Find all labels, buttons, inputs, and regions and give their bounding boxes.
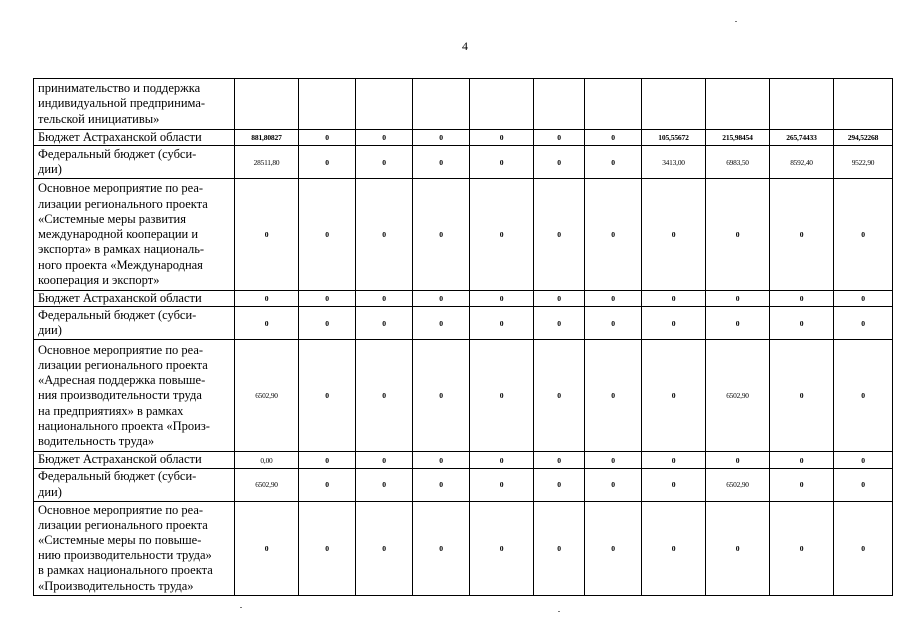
value-cell: 0 xyxy=(413,468,470,501)
value-cell: 0 xyxy=(834,468,893,501)
value-cell: 0 xyxy=(470,146,534,179)
row-label: Бюджет Астраханской области xyxy=(34,452,235,468)
row-measure-productivity xyxy=(34,340,893,452)
value-cell: 0 xyxy=(534,307,585,340)
value-cell: 0 xyxy=(470,340,534,452)
value-cell: 0 xyxy=(413,340,470,452)
value-cell: 0 xyxy=(356,468,413,501)
row-label: Бюджет Астраханской области xyxy=(34,130,235,146)
scan-speck xyxy=(240,607,242,608)
value-cell: 0 xyxy=(235,179,299,291)
value-cell: 0 xyxy=(299,307,356,340)
value-cell: 0 xyxy=(413,307,470,340)
value-cell: 0 xyxy=(834,340,893,452)
value-cell xyxy=(585,79,642,130)
value-cell: 0 xyxy=(770,501,834,595)
value-cell xyxy=(642,79,706,130)
value-cell: 0 xyxy=(585,501,642,595)
value-cell xyxy=(534,79,585,130)
value-cell: 0 xyxy=(470,452,534,468)
value-cell xyxy=(770,79,834,130)
value-cell xyxy=(299,79,356,130)
value-cell: 0 xyxy=(534,130,585,146)
value-cell: 6502,90 xyxy=(235,468,299,501)
value-cell: 0 xyxy=(299,501,356,595)
value-cell: 8592,40 xyxy=(770,146,834,179)
value-cell: 294,52268 xyxy=(834,130,893,146)
value-cell: 3413,00 xyxy=(642,146,706,179)
row-label: Основное мероприятие по реа- лизации регионального проекта «Системные меры развития международной кооперации и экспорта» в рамках националь- ного проекта «Международная кооперация и экспорт» xyxy=(34,179,235,291)
table-body xyxy=(34,79,893,596)
value-cell: 0 xyxy=(706,307,770,340)
value-cell: 0 xyxy=(642,501,706,595)
value-cell: 0 xyxy=(834,179,893,291)
value-cell: 0 xyxy=(299,179,356,291)
value-cell: 0 xyxy=(770,291,834,307)
value-cell: 0 xyxy=(356,179,413,291)
value-cell: 0 xyxy=(470,291,534,307)
value-cell: 0 xyxy=(299,468,356,501)
value-cell: 0 xyxy=(534,291,585,307)
value-cell: 0 xyxy=(413,179,470,291)
value-cell: 0 xyxy=(585,146,642,179)
value-cell xyxy=(356,79,413,130)
value-cell: 0 xyxy=(299,291,356,307)
row-measure-systemic xyxy=(34,501,893,595)
row-measure-export xyxy=(34,179,893,291)
row-federal-budget xyxy=(34,146,893,179)
value-cell: 881,80827 xyxy=(235,130,299,146)
value-cell: 0 xyxy=(834,452,893,468)
value-cell: 0 xyxy=(235,501,299,595)
value-cell: 0 xyxy=(470,130,534,146)
value-cell: 0 xyxy=(235,307,299,340)
row-federal-budget xyxy=(34,468,893,501)
value-cell: 0 xyxy=(299,452,356,468)
page-number: 4 xyxy=(462,39,468,53)
value-cell: 265,74433 xyxy=(770,130,834,146)
value-cell: 0 xyxy=(585,340,642,452)
value-cell: 0 xyxy=(470,468,534,501)
row-label: Федеральный бюджет (субси- дии) xyxy=(34,146,235,179)
value-cell: 0 xyxy=(706,291,770,307)
value-cell: 0 xyxy=(834,307,893,340)
value-cell: 0 xyxy=(534,501,585,595)
value-cell: 0 xyxy=(642,179,706,291)
row-regional-budget xyxy=(34,130,893,146)
value-cell: 0 xyxy=(534,146,585,179)
value-cell: 0 xyxy=(534,452,585,468)
value-cell: 0 xyxy=(470,179,534,291)
row-label: Основное мероприятие по реа- лизации регионального проекта «Системные меры по повыше- нию производительности труда» в рамках национального проекта «Производительность труда» xyxy=(34,501,235,595)
value-cell: 9522,90 xyxy=(834,146,893,179)
value-cell: 0 xyxy=(299,146,356,179)
value-cell: 0 xyxy=(534,468,585,501)
value-cell: 6502,90 xyxy=(706,340,770,452)
value-cell: 0 xyxy=(534,179,585,291)
value-cell: 6983,50 xyxy=(706,146,770,179)
value-cell: 0 xyxy=(642,291,706,307)
value-cell: 6502,90 xyxy=(706,468,770,501)
row-regional-budget xyxy=(34,291,893,307)
value-cell: 0 xyxy=(585,179,642,291)
row-label: принимательство и поддержка индивидуальной предпринима- тельской инициативы» xyxy=(34,79,235,130)
scan-speck xyxy=(735,21,737,22)
value-cell: 0 xyxy=(470,501,534,595)
value-cell: 0 xyxy=(834,501,893,595)
value-cell: 215,98454 xyxy=(706,130,770,146)
value-cell: 105,55672 xyxy=(642,130,706,146)
value-cell: 0 xyxy=(585,291,642,307)
value-cell: 0 xyxy=(770,468,834,501)
value-cell: 0 xyxy=(770,179,834,291)
value-cell: 0 xyxy=(770,340,834,452)
value-cell: 0 xyxy=(585,130,642,146)
value-cell: 0 xyxy=(356,130,413,146)
value-cell: 0 xyxy=(413,501,470,595)
value-cell: 0 xyxy=(356,146,413,179)
value-cell: 0 xyxy=(470,307,534,340)
value-cell: 0 xyxy=(534,340,585,452)
value-cell: 0 xyxy=(235,291,299,307)
value-cell xyxy=(834,79,893,130)
value-cell: 0 xyxy=(356,501,413,595)
value-cell: 0 xyxy=(299,130,356,146)
value-cell: 0 xyxy=(413,146,470,179)
value-cell: 0 xyxy=(770,307,834,340)
value-cell: 0 xyxy=(642,340,706,452)
value-cell xyxy=(470,79,534,130)
row-label: Федеральный бюджет (субси- дии) xyxy=(34,307,235,340)
row-label: Бюджет Астраханской области xyxy=(34,291,235,307)
value-cell: 0 xyxy=(642,468,706,501)
value-cell: 0 xyxy=(356,307,413,340)
value-cell: 0 xyxy=(356,340,413,452)
value-cell: 0 xyxy=(585,307,642,340)
value-cell: 0 xyxy=(585,452,642,468)
value-cell: 0 xyxy=(413,130,470,146)
value-cell: 0 xyxy=(834,291,893,307)
value-cell: 0 xyxy=(770,452,834,468)
value-cell: 0 xyxy=(585,468,642,501)
value-cell xyxy=(706,79,770,130)
row-label: Основное мероприятие по реа- лизации регионального проекта «Адресная поддержка повыше- ния производительности труда на предприятиях» в рамках национального проекта «Произ- водительность труда» xyxy=(34,340,235,452)
value-cell xyxy=(235,79,299,130)
value-cell xyxy=(413,79,470,130)
row-label: Федеральный бюджет (субси- дии) xyxy=(34,468,235,501)
value-cell: 0 xyxy=(706,179,770,291)
value-cell: 28511,80 xyxy=(235,146,299,179)
value-cell: 0 xyxy=(413,291,470,307)
value-cell: 0 xyxy=(706,501,770,595)
value-cell: 0 xyxy=(356,291,413,307)
scan-speck xyxy=(558,611,560,612)
budget-table xyxy=(33,78,893,596)
value-cell: 0 xyxy=(642,452,706,468)
value-cell: 0 xyxy=(413,452,470,468)
row-federal-budget xyxy=(34,307,893,340)
value-cell: 6502,90 xyxy=(235,340,299,452)
value-cell: 0 xyxy=(706,452,770,468)
value-cell: 0 xyxy=(642,307,706,340)
value-cell: 0 xyxy=(356,452,413,468)
row-continuation xyxy=(34,79,893,130)
value-cell: 0,00 xyxy=(235,452,299,468)
row-regional-budget xyxy=(34,452,893,468)
value-cell: 0 xyxy=(299,340,356,452)
